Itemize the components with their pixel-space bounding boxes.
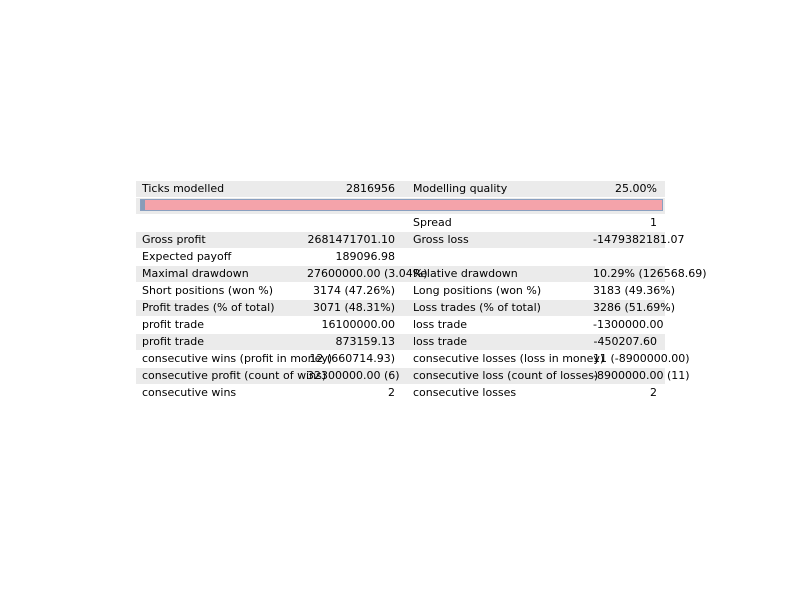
table-row: [136, 317, 665, 334]
table-row: [136, 249, 665, 266]
table-row: [136, 334, 665, 351]
row-label-left: Expected payoff: [142, 250, 232, 263]
row-value-left: 27600000.00 (3.04%): [307, 267, 428, 280]
modelling-quality-label: Modelling quality: [413, 182, 508, 195]
ticks-modelled-label: Ticks modelled: [142, 182, 225, 195]
row-label-right: Spread: [413, 216, 452, 229]
row-value-right: 10.29% (126568.69): [593, 267, 707, 280]
row-value-right: 1: [650, 216, 657, 229]
row-label-right: loss trade: [413, 318, 468, 331]
table-row: [136, 385, 665, 402]
row-label-left: Maximal drawdown: [142, 267, 249, 280]
table-row: [136, 215, 665, 232]
header-row: [136, 181, 665, 198]
row-label-right: consecutive losses (loss in money): [413, 352, 605, 365]
row-value-left: 2: [388, 386, 395, 399]
row-value-left: 3174 (47.26%): [312, 284, 395, 297]
row-label-left: consecutive profit (count of wins): [142, 369, 327, 382]
row-label-right: Long positions (won %): [413, 284, 542, 297]
row-value-left: 2681471701.10: [307, 233, 395, 246]
row-value-left: [307, 215, 407, 231]
modelling-quality-value: 25.00%: [615, 182, 657, 195]
row-label-right: consecutive loss (count of losses): [413, 369, 599, 382]
row-value-right: -450207.60: [593, 335, 657, 348]
row-value-right: -8900000.00 (11): [593, 369, 690, 382]
row-label-left: profit trade: [142, 335, 205, 348]
row-value-right: 2: [650, 386, 657, 399]
row-value-right: [593, 249, 665, 265]
table-row: [136, 300, 676, 317]
table-row: [136, 266, 707, 283]
table-row: [136, 283, 676, 300]
row-value-left: 12 (660714.93): [309, 352, 395, 365]
row-value-left: 189096.98: [335, 250, 395, 263]
row-label-right: Gross loss: [413, 233, 469, 246]
row-value-right: 3286 (51.69%): [593, 301, 676, 314]
row-value-right: 3183 (49.36%): [593, 284, 676, 297]
modelling-quality-bar-fill: [141, 200, 145, 210]
backtest-report-table: [136, 181, 707, 402]
row-label-left: profit trade: [142, 318, 205, 331]
table-row: [136, 368, 690, 385]
row-label-right: Relative drawdown: [413, 267, 518, 280]
row-value-left: 3071 (48.31%): [312, 301, 395, 314]
row-value-right: -1300000.00: [593, 318, 664, 331]
row-label-left: [136, 215, 307, 231]
row-label-left: Profit trades (% of total): [142, 301, 275, 314]
modelling-quality-bar-row: [136, 198, 665, 215]
table-row: [136, 232, 685, 249]
row-label-left: Short positions (won %): [142, 284, 274, 297]
row-label-left: consecutive wins: [142, 386, 237, 399]
report-rows: [136, 215, 707, 402]
row-value-left: 16100000.00: [321, 318, 395, 331]
row-label-left: Gross profit: [142, 233, 206, 246]
row-label-left: consecutive wins (profit in money): [142, 352, 333, 365]
row-label-right: Loss trades (% of total): [413, 301, 541, 314]
row-value-right: -1479382181.07: [593, 233, 685, 246]
row-value-left: 32300000.00 (6): [307, 369, 400, 382]
row-label-right: consecutive losses: [413, 386, 517, 399]
ticks-modelled-value: 2816956: [346, 182, 395, 195]
row-label-right: [407, 249, 593, 265]
table-row: [136, 351, 690, 368]
row-label-right: loss trade: [413, 335, 468, 348]
row-value-left: 873159.13: [335, 335, 395, 348]
modelling-quality-bar: [140, 199, 663, 211]
row-value-right: 11 (-8900000.00): [593, 352, 690, 365]
